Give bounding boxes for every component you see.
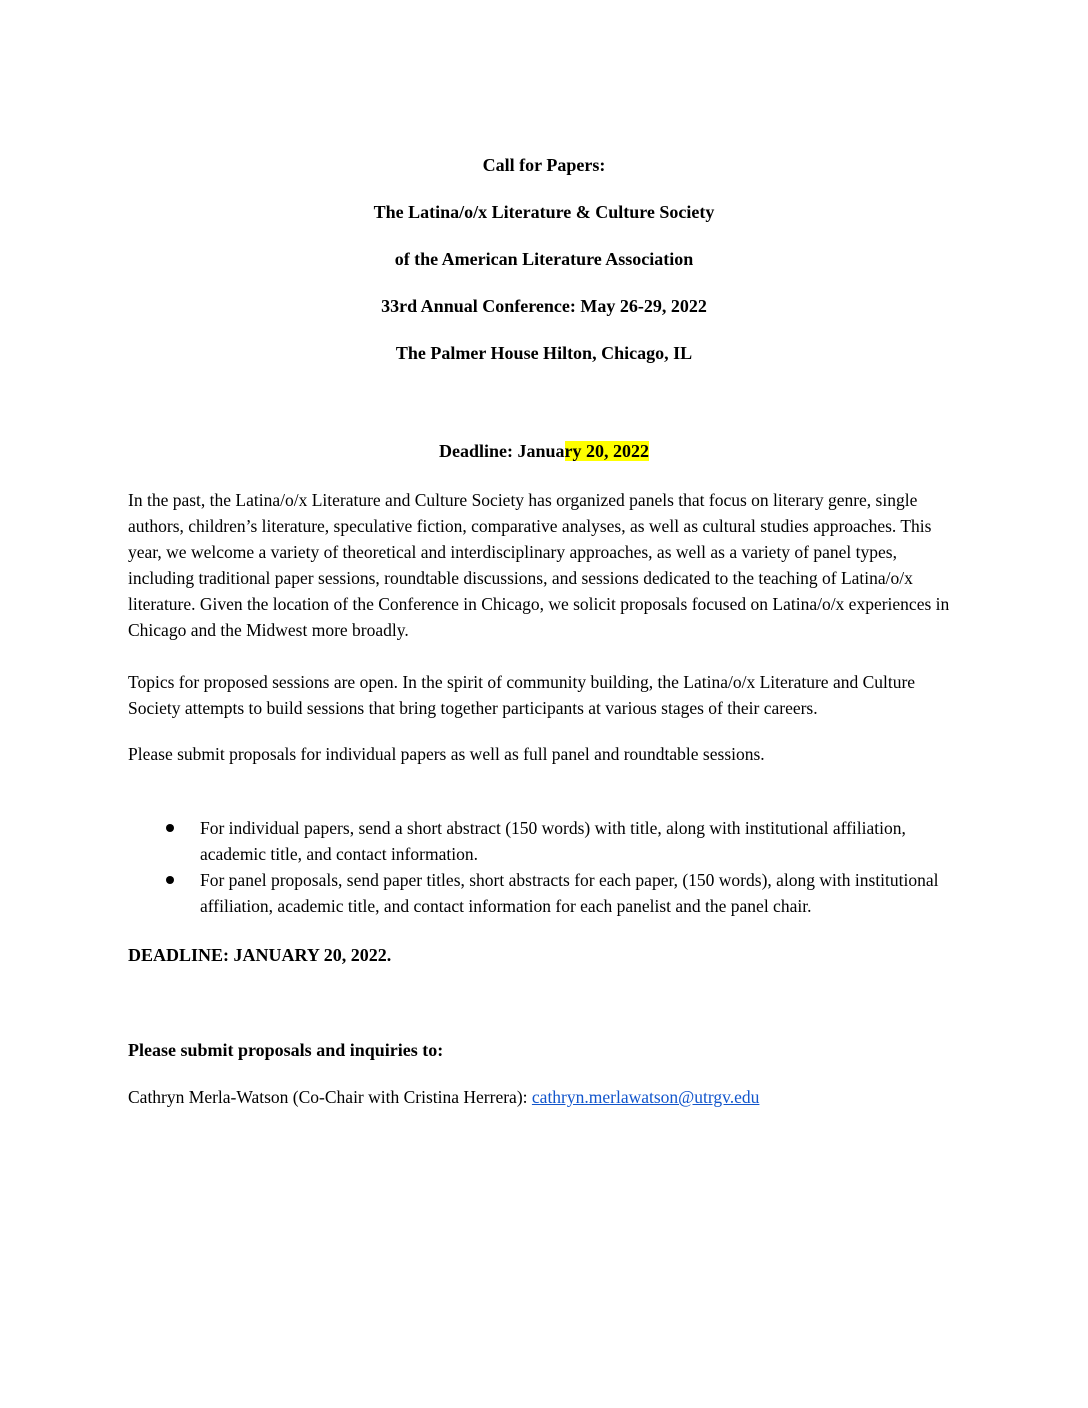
bullet-item-text: For individual papers, send a short abstract (150 words) with title, along with institutional affiliation, academic title, and contact information. <box>200 818 906 864</box>
deadline-caps-line: DEADLINE: JANUARY 20, 2022. <box>128 945 392 965</box>
deadline-prefix: Deadline: Janua <box>438 441 565 461</box>
deadline-highlighted-text: ry 20, 2022 <box>564 441 650 461</box>
bullet-dot-icon <box>166 876 174 884</box>
paragraph-submit-proposals: Please submit proposals for individual papers as well as full panel and roundtable sessions. <box>128 744 765 764</box>
bullet-item-individual-papers <box>128 815 960 867</box>
bullet-item-panel-proposals <box>128 867 960 919</box>
title-line-venue: The Palmer House Hilton, Chicago, IL <box>395 343 693 363</box>
title-line-society: The Latina/o/x Literature & Culture Society <box>373 202 715 222</box>
paragraph-intro: In the past, the Latina/o/x Literature and Culture Society has organized panels that focus on literary genre, single authors, children’s literature, speculative fiction, comparative analyses, as well as cultural studies approaches. This year, we welcome a variety of theoretical and interdisciplinary approaches, as well as a variety of panel types, including traditional paper sessions, roundtable discussions, and sessions dedicated to the teaching of Latina/o/x literature. Given the location of the Conference in Chicago, we solicit proposals focused on Latina/o/x experiences in Chicago and the Midwest more broadly. <box>128 490 950 640</box>
contact-prefix: Cathryn Merla-Watson (Co-Chair with Cristina Herrera): <box>128 1087 532 1107</box>
title-line-call-for-papers: Call for Papers: <box>482 155 606 175</box>
bullet-item-text: For panel proposals, send paper titles, short abstracts for each paper, (150 words), along with institutional affiliation, academic title, and contact information for each panelist and the panel chair. <box>200 870 939 916</box>
bullet-list <box>128 815 960 919</box>
contact-line <box>128 1084 960 1110</box>
bullet-dot-icon <box>166 824 174 832</box>
email-link[interactable]: cathryn.merlawatson@utrgv.edu <box>531 1087 760 1107</box>
submit-heading: Please submit proposals and inquiries to: <box>128 1040 444 1060</box>
deadline-line <box>128 438 960 464</box>
title-line-conference-dates: 33rd Annual Conference: May 26-29, 2022 <box>381 296 707 316</box>
title-line-association: of the American Literature Association <box>394 249 694 269</box>
paragraph-topics: Topics for proposed sessions are open. In the spirit of community building, the Latina/o/x Literature and Culture Society attempts to build sessions that bring together participants at various stages of their careers. <box>128 672 916 718</box>
